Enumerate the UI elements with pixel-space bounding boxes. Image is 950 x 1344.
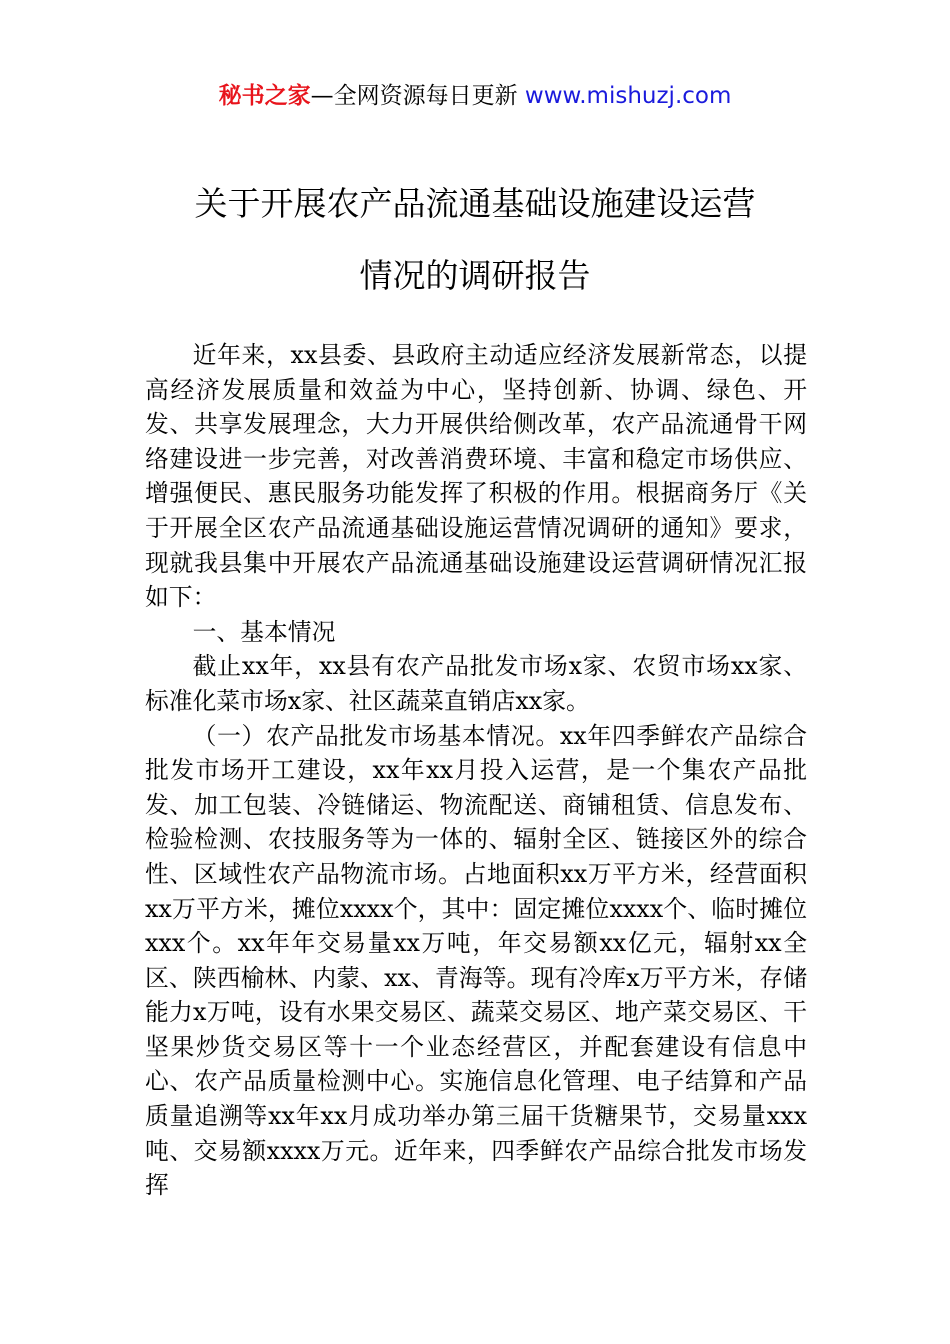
- site-header: [0, 80, 950, 112]
- section-heading-basic-situation: 一、基本情况: [192, 617, 336, 646]
- site-url[interactable]: www.mishuzj.com: [524, 83, 732, 109]
- site-brand: 秘书之家: [218, 83, 311, 109]
- body-paragraph-summary: 截止xx年，xx县有农产品批发市场x家、农贸市场xx家、标准化菜市场x家、社区蔬菜直销店xx家。: [145, 652, 807, 715]
- site-tagline: —全网资源每日更新: [310, 83, 525, 109]
- document-body: [145, 338, 807, 1203]
- document-title-line-2: 情况的调研报告: [359, 256, 591, 295]
- body-paragraph-intro: 近年来，xx县委、县政府主动适应经济发展新常态，以提高经济发展质量和效益为中心，坚持创新、协调、绿色、开发、共享发展理念，大力开展供给侧改革，农产品流通骨干网络建设进一步完善，对改善消费环境、丰富和稳定市场供应、增强便民、惠民服务功能发挥了积极的作用。根据商务厅《关于开展全区农产品流通基础设施运营情况调研的通知》要求，现就我县集中开展农产品流通基础设施建设运营调研情况汇报如下：: [145, 341, 807, 612]
- document-title-line-1: 关于开展农产品流通基础设施建设运营: [194, 184, 756, 223]
- body-paragraph-wholesale-market: （一）农产品批发市场基本情况。xx年四季鲜农产品综合批发市场开工建设，xx年xx月投入运营，是一个集农产品批发、加工包装、冷链储运、物流配送、商铺租赁、信息发布、检验检测、农技服务等为一体的、辐射全区、链接区外的综合性、区域性农产品物流市场。占地面积xx万平方米，经营面积xx万平方米，摊位xxxx个，其中：固定摊位xxxx个、临时摊位xxx个。xx年年交易量xx万吨，年交易额xx亿元，辐射xx全区、陕西榆林、内蒙、xx、青海等。现有冷库x万平方米，存储能力x万吨，设有水果交易区、蔬菜交易区、地产菜交易区、干坚果炒货交易区等十一个业态经营区，并配套建设有信息中心、农产品质量检测中心。实施信息化管理、电子结算和产品质量追溯等xx年xx月成功举办第三届干货糖果节，交易量xxx吨、交易额xxxx万元。近年来，四季鲜农产品综合批发市场发挥: [145, 721, 807, 1200]
